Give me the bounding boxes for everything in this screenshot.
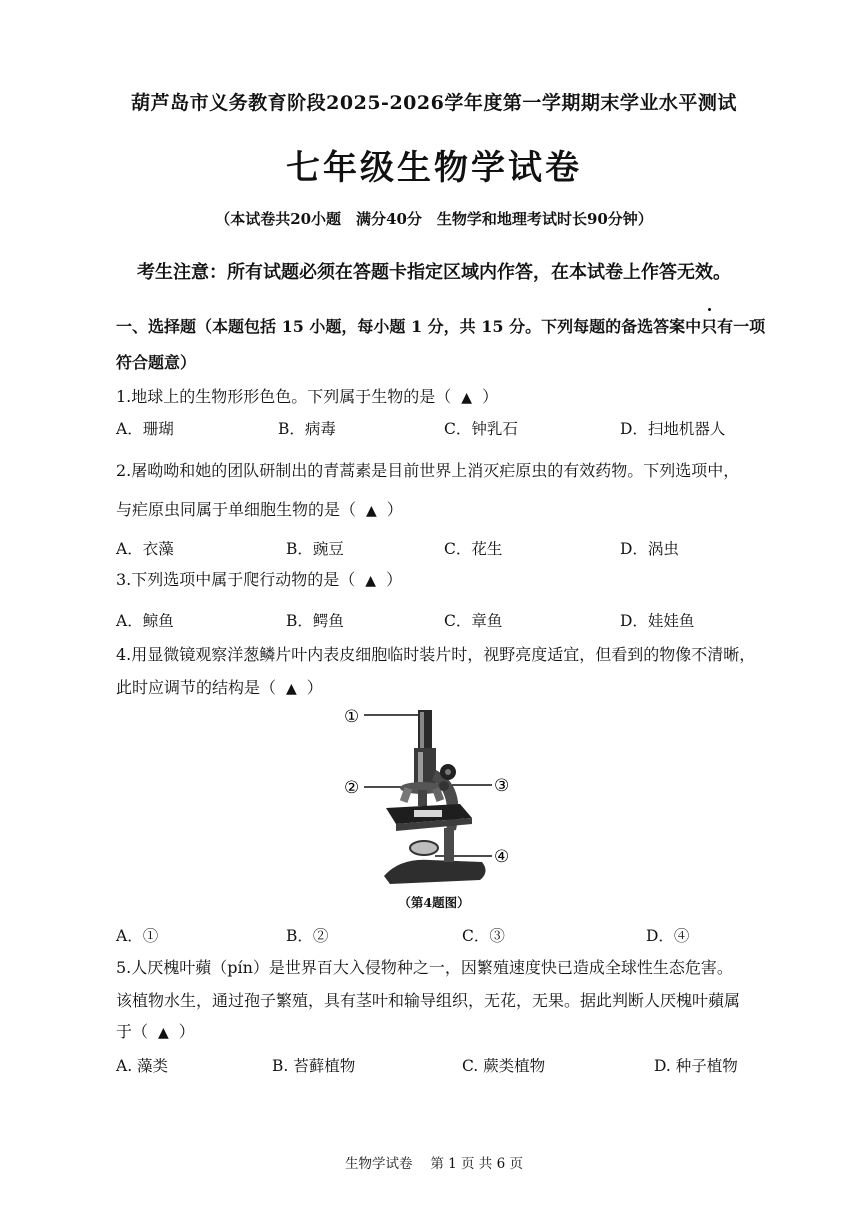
q5-option-b: B. 苔藓植物 <box>272 1057 356 1075</box>
question-1-close: ） <box>482 387 499 406</box>
q2-option-b: B．豌豆 <box>286 540 344 558</box>
question-5-close: ） <box>178 1022 195 1041</box>
q2-option-c: C．花生 <box>444 540 503 558</box>
question-3-close: ） <box>386 570 403 589</box>
question-5-stem: 于（ <box>116 1022 149 1041</box>
label-2: ② <box>344 778 360 798</box>
exam-title-line1: 葫芦岛市义务教育阶段2025-2026学年度第一学期期末学业水平测试 <box>131 92 737 114</box>
q2-option-a: A．衣藻 <box>116 540 174 558</box>
label-1: ① <box>344 707 360 727</box>
microscope-base <box>384 860 486 884</box>
question-4-line1: 4.用显微镜观察洋葱鳞片叶内表皮细胞临时装片时，视野亮度适宜，但看到的物像不清晰， <box>116 645 756 664</box>
q4-option-b: B．② <box>286 927 329 945</box>
question-2-line1: 2.屠呦呦和她的团队研制出的青蒿素是目前世界上消灭疟原虫的有效药物。下列选项中， <box>116 461 740 480</box>
q3-option-b: B．鳄鱼 <box>286 612 344 630</box>
q3-option-c: C．章鱼 <box>444 612 503 630</box>
candidate-notice: 考生注意：所有试题必须在答题卡指定区域内作答，在本试卷上作答无效。 <box>137 262 731 283</box>
question-4-stem: 此时应调节的结构是（ <box>116 678 277 697</box>
q5-option-c: C. 蕨类植物 <box>462 1057 546 1075</box>
reflector-mirror <box>410 841 438 855</box>
q4-option-c: C．③ <box>462 927 505 945</box>
section-heading-line2: 符合题意） <box>116 353 197 372</box>
answer-blank-triangle: ▲ <box>461 390 473 406</box>
question-2-close: ） <box>386 500 403 519</box>
question-1-stem: 1.地球上的生物形形色色。下列属于生物的是（ <box>116 387 452 406</box>
question-2-line2 <box>116 497 403 520</box>
fine-focus-knob <box>439 781 449 791</box>
figure-caption: （第4题图） <box>398 895 470 910</box>
q1-option-a: A．珊瑚 <box>116 420 174 438</box>
exam-title: 七年级生物学试卷 <box>286 148 582 188</box>
q3-option-a: A．鲸鱼 <box>116 612 174 630</box>
question-3-stem: 3.下列选项中属于爬行动物的是（ <box>116 570 356 589</box>
q4-option-a: A．① <box>116 927 159 945</box>
question-4-line2 <box>116 675 323 698</box>
q5-option-a: A. 藻类 <box>116 1057 169 1075</box>
question-4-close: ） <box>306 678 323 697</box>
q1-option-c: C．钟乳石 <box>444 420 518 438</box>
microscope-figure <box>340 700 530 890</box>
q1-option-b: B．病毒 <box>278 420 336 438</box>
q5-option-d: D. 种子植物 <box>654 1057 738 1075</box>
question-5-line1: 5.人厌槐叶蘋（pín）是世界百大入侵物种之一，因繁殖速度快已造成全球性生态危害。 <box>116 958 733 977</box>
exam-info: （本试卷共20小题 满分40分 生物学和地理考试时长90分钟） <box>215 210 653 228</box>
q2-option-d: D．涡虫 <box>620 540 679 558</box>
q4-option-d: D．④ <box>646 927 690 945</box>
slide <box>414 810 442 817</box>
page-footer: 生物学试卷 第 1 页 共 6 页 <box>345 1156 523 1172</box>
answer-blank-triangle: ▲ <box>366 503 377 519</box>
label-3: ③ <box>494 776 510 796</box>
section-heading-line1: 一、选择题（本题包括 15 小题，每小题 1 分，共 15 分。下列每题的备选答案中只有一项 <box>116 317 766 336</box>
answer-blank-triangle: ▲ <box>365 573 377 589</box>
label-4: ④ <box>494 847 510 867</box>
objective-lens <box>418 790 427 806</box>
answer-blank-triangle: ▲ <box>286 681 297 697</box>
question-5-line2: 该植物水生，通过孢子繁殖，具有茎叶和输导组织，无花，无果。据此判断人厌槐叶蘋属 <box>116 991 741 1010</box>
q3-option-d: D．娃娃鱼 <box>620 612 695 630</box>
question-2-stem: 与疟原虫同属于单细胞生物的是（ <box>116 500 357 519</box>
question-3 <box>116 567 402 590</box>
question-1 <box>116 384 498 407</box>
emphasis-dot <box>708 308 711 311</box>
q1-option-d: D．扫地机器人 <box>620 420 726 438</box>
question-5-line3 <box>116 1019 195 1042</box>
answer-blank-triangle: ▲ <box>158 1025 169 1041</box>
